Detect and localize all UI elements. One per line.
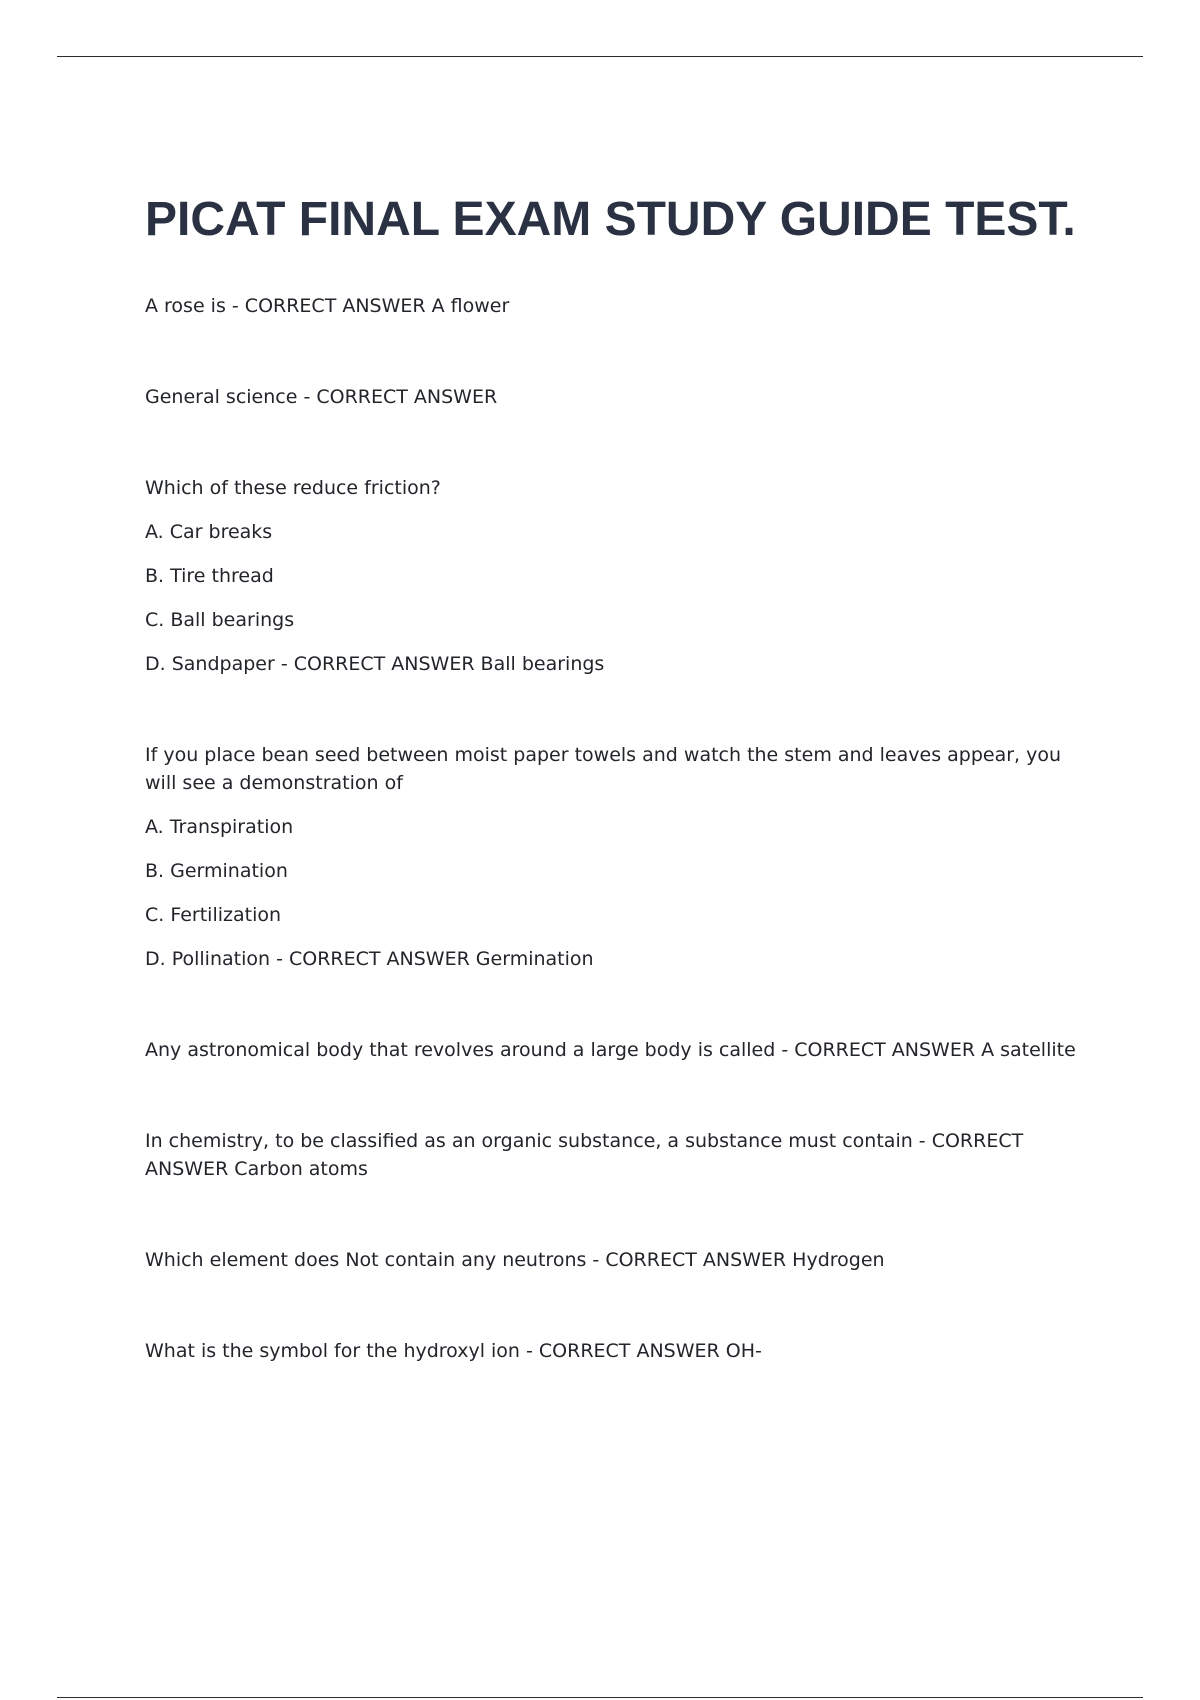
answer-option: D. Sandpaper - CORRECT ANSWER Ball bearings [145, 653, 605, 675]
answer-option: B. Germination [145, 860, 288, 882]
answer-option: B. Tire thread [145, 565, 274, 587]
qa-item: Any astronomical body that revolves around a large body is called - CORRECT ANSWER A satellite [145, 1039, 1076, 1061]
qa-item: General science - CORRECT ANSWER [145, 386, 498, 408]
qa-item: Which element does Not contain any neutrons - CORRECT ANSWER Hydrogen [145, 1249, 885, 1271]
answer-option: C. Ball bearings [145, 609, 295, 631]
question-text: Which of these reduce friction? [145, 477, 441, 499]
qa-item: What is the symbol for the hydroxyl ion - CORRECT ANSWER OH- [145, 1340, 762, 1362]
qa-item: In chemistry, to be classified as an organic substance, a substance must contain - CORRECT ANSWER Carbon atoms [145, 1130, 1024, 1180]
answer-option: D. Pollination - CORRECT ANSWER Germination [145, 948, 594, 970]
answer-option: A. Car breaks [145, 521, 273, 543]
multiple-choice-question [145, 474, 1085, 678]
document-title: PICAT FINAL EXAM STUDY GUIDE TEST. [145, 193, 1076, 246]
answer-option: A. Transpiration [145, 816, 294, 838]
top-divider [57, 56, 1143, 57]
bottom-divider [57, 1697, 1143, 1698]
answer-option: C. Fertilization [145, 904, 282, 926]
document-body [145, 292, 1085, 1428]
multiple-choice-question [145, 741, 1085, 973]
question-text: If you place bean seed between moist paper towels and watch the stem and leaves appear, you will see a demonstration of [145, 744, 1062, 794]
qa-item: A rose is - CORRECT ANSWER A flower [145, 295, 510, 317]
